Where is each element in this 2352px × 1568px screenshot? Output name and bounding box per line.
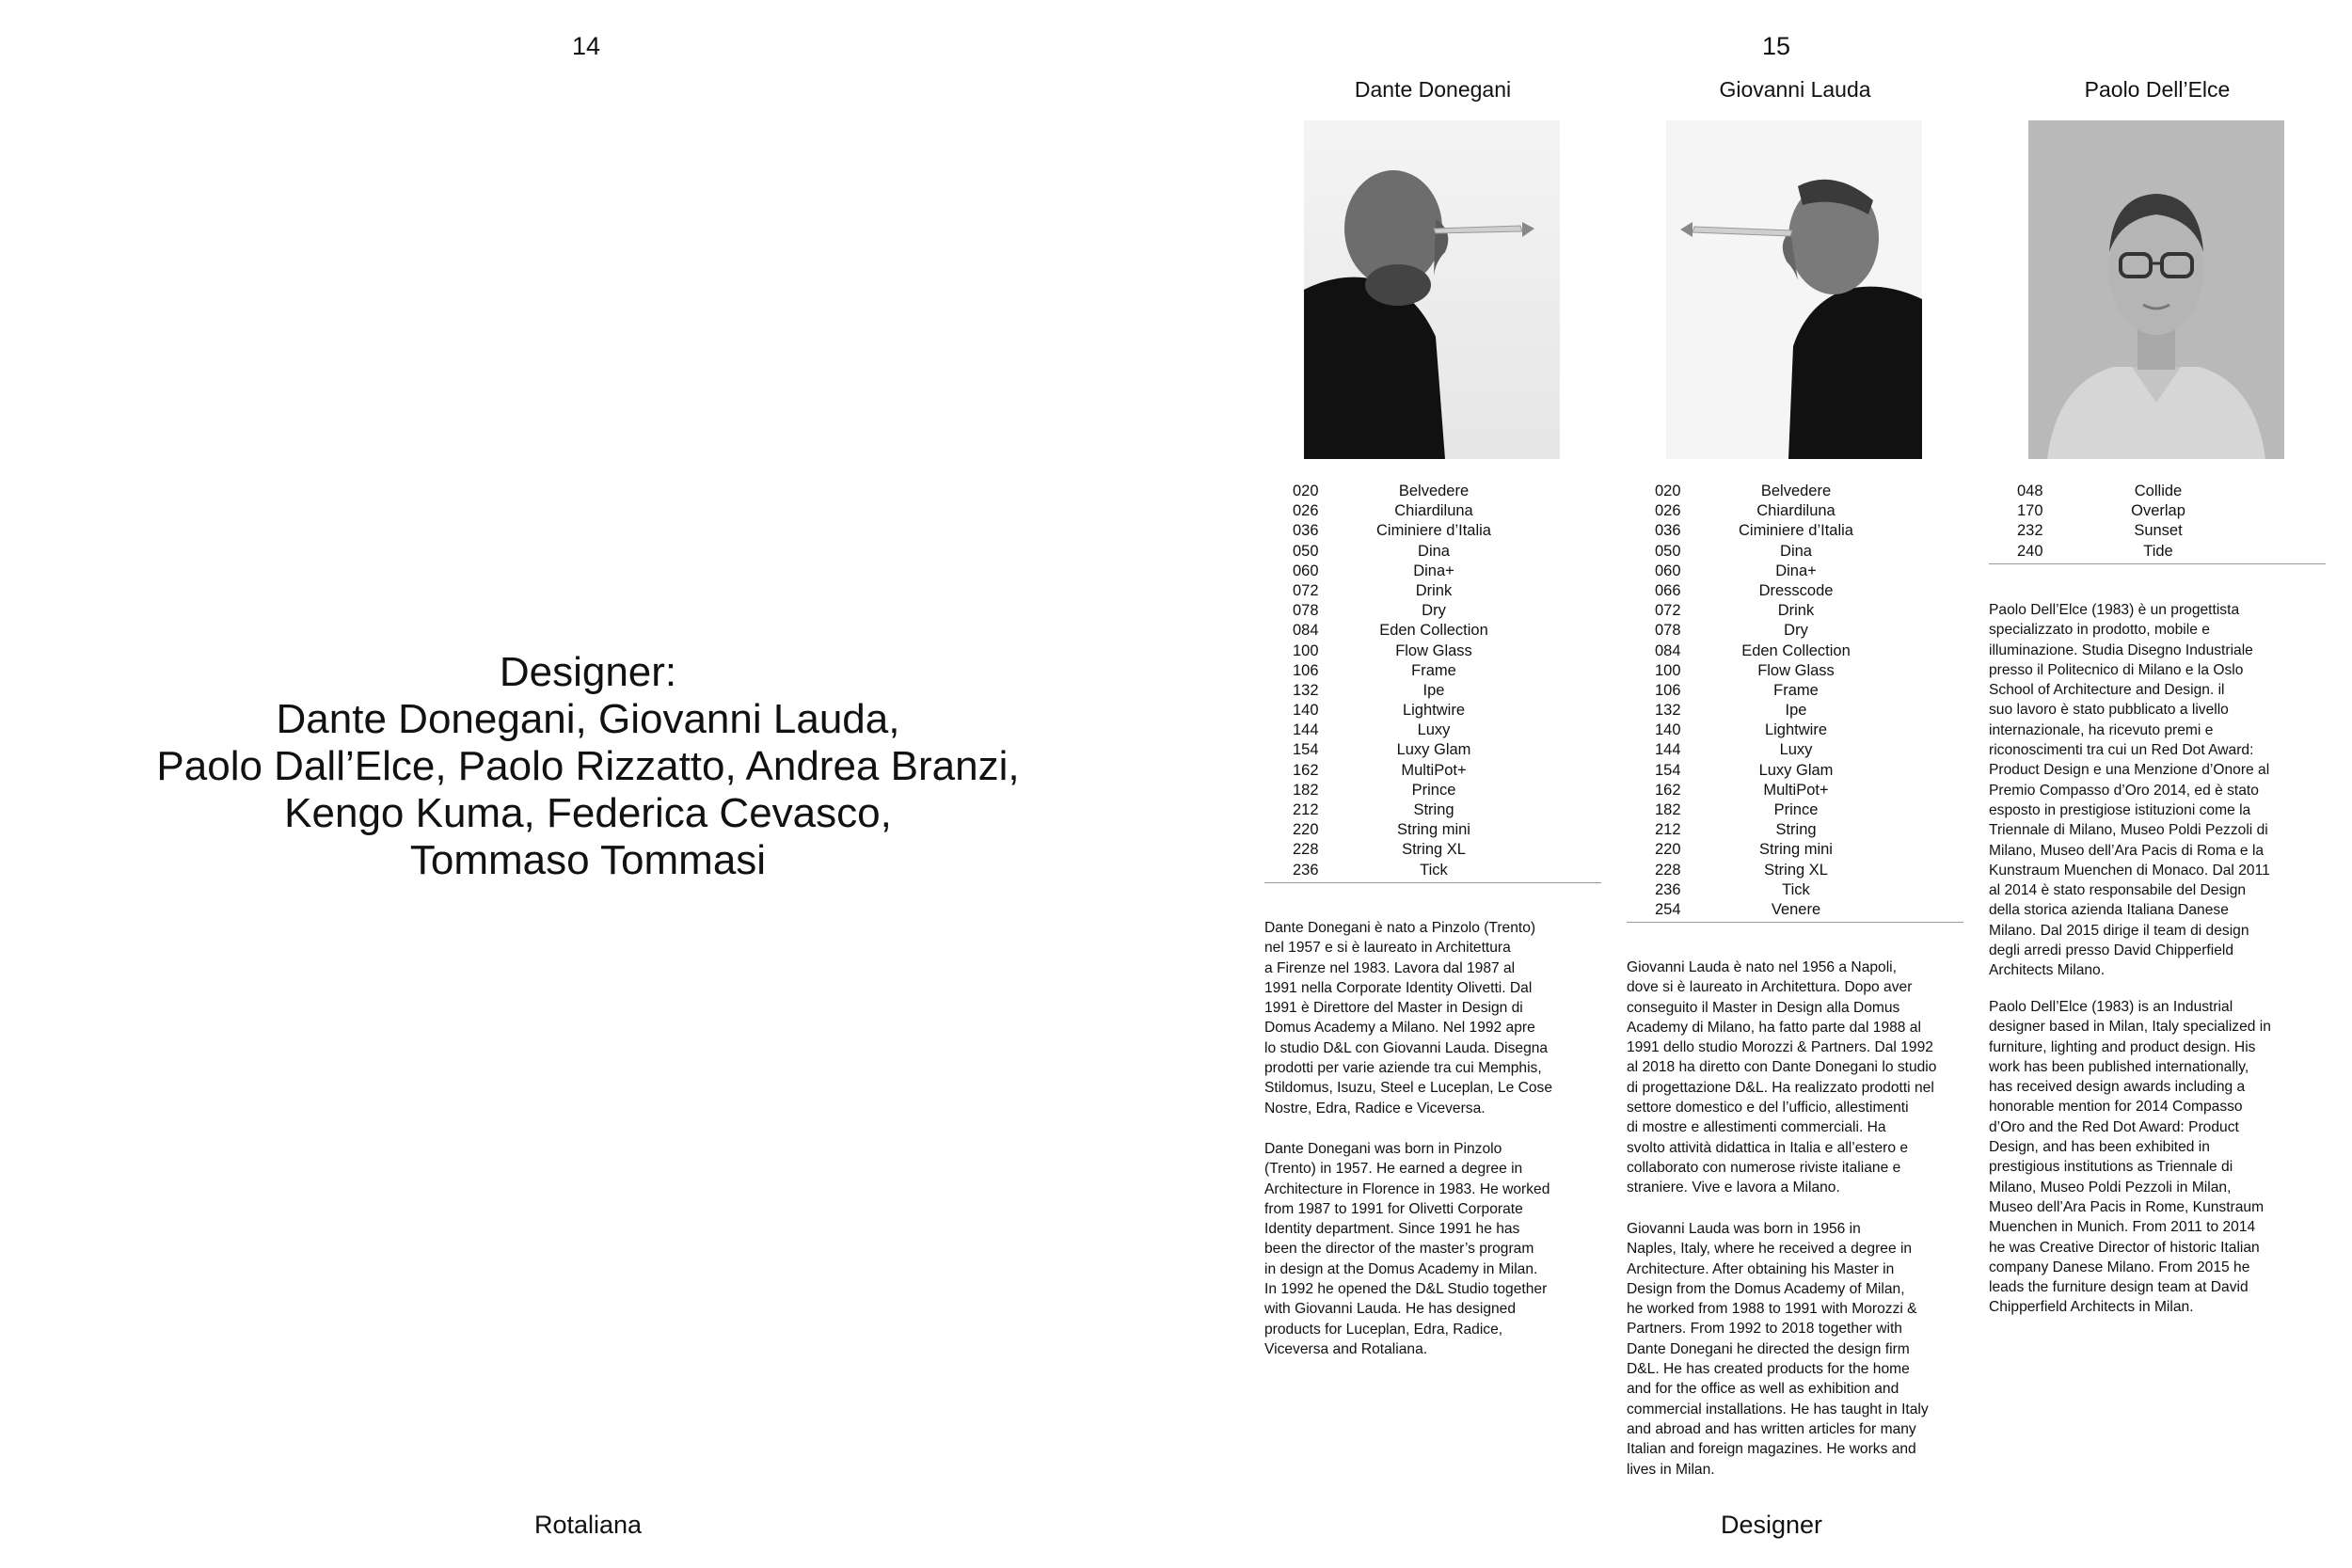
list-item: 228 String XL	[1655, 861, 1828, 879]
title-line: Tommaso Tommasi	[409, 837, 767, 883]
list-item: 144 Luxy	[1293, 721, 1451, 739]
list-item: 078 Dry	[1655, 622, 1808, 640]
bio-italian: Paolo Dell’Elce (1983) è un progettista specializzato in prodotto, mobile e illuminazione. Studia Disegno Industriale presso il Politecnico di Milano e la Oslo School of Architecture and Design. il suo lavoro è stato pubblicato a livello internazionale, ha ricevuto premi e riconoscimenti tra cui un Red Dot Award: Product Design e una Menzione d’Onore al Premio Compasso d’Oro 2014, ed è stato esposto in prestigiose istituzioni come la Triennale di Milano, Museo Poldi Pezzoli di Milano, Museo dell’Ara Pacis di Roma e la Kunstraum Muenchen di Monaco. Dal 2011 al 2014 è stato responsabile del Design della storica azienda Italiana Danese Milano. Dal 2015 dirige il team di design degli arredi presso David Chipperfield Architects Milano.	[1989, 602, 2270, 979]
bio-italian: Giovanni Lauda è nato nel 1956 a Napoli, dove si è laureato in Architettura. Dopo aver conseguito il Master in Design alla Domus Academy di Milano, ha fatto parte dal 1988 al 1991 dello studio Morozzi & Partners. Dal 1992 al 2018 ha diretto con Dante Donegani lo studio di progettazione D&L. Ha realizzato prodotti nel settore domestico e del l’ufficio, allestimenti di mostre e allestimenti commerciali. Ha svolto attività didattica in Italia e all’estero e collaborato con numerose riviste italiane e straniere. Vive e lavora a Milano.	[1627, 959, 1937, 1196]
list-item: 066 Dresscode	[1655, 581, 1834, 599]
list-item: 182 Prince	[1293, 781, 1456, 799]
list-item: 232 Sunset	[2017, 522, 2183, 540]
product-list	[1989, 482, 2326, 564]
list-item: 106 Frame	[1655, 681, 1819, 699]
list-item: 036 Ciminiere d’Italia	[1293, 522, 1491, 540]
portrait-photo-icon	[2028, 120, 2284, 459]
list-item: 132 Ipe	[1655, 702, 1807, 720]
designer-name: Dante Donegani	[1354, 77, 1512, 102]
list-item: 072 Drink	[1293, 581, 1453, 599]
list-item: 026 Chiardiluna	[1655, 502, 1836, 520]
list-item: 240 Tide	[2017, 542, 2173, 560]
list-item: 144 Luxy	[1655, 741, 1813, 759]
list-item: 026 Chiardiluna	[1293, 502, 1473, 520]
list-item: 212 String	[1655, 821, 1817, 839]
list-item: 050 Dina	[1655, 542, 1812, 560]
list-item: 132 Ipe	[1293, 681, 1445, 699]
list-item: 154 Luxy Glam	[1293, 741, 1471, 759]
list-item: 078 Dry	[1293, 602, 1446, 620]
list-item: 220 String mini	[1655, 841, 1833, 859]
list-item: 060 Dina+	[1293, 562, 1454, 579]
footer-left: Rotaliana	[533, 1511, 643, 1539]
list-item: 154 Luxy Glam	[1655, 761, 1834, 779]
list-item: 182 Prince	[1655, 801, 1819, 818]
list-item: 100 Flow Glass	[1293, 641, 1472, 659]
list-item: 072 Drink	[1655, 602, 1815, 620]
product-list	[1627, 482, 1963, 923]
bio-english: Paolo Dell’Elce (1983) is an Industrial designer based in Milan, Italy specialized in furniture, lighting and product design. His work has been published internationally, has received design awards including a honorable mention for 2014 Compasso d’Oro and the Red Dot Award: Product Design, and has been exhibited in prestigious institutions as Triennale di Milano, Museo Poldi Pezzoli in Milan, Museo dell’Ara Pacis in Rome, Kunstraum Muenchen in Munich. From 2011 to 2014 he was Creative Director of historic Italian company Danese Milano. From 2015 he leads the furniture design team at David Chipperfield Architects in Milan.	[1989, 999, 2271, 1316]
list-item: 254 Venere	[1655, 900, 1821, 918]
footer-right: Designer	[1720, 1511, 1823, 1539]
portrait-photo-icon	[1304, 120, 1560, 459]
list-item: 236 Tick	[1655, 880, 1810, 898]
page-number-left: 14	[571, 32, 601, 60]
title-line: Paolo Dall’Elce, Paolo Rizzatto, Andrea Branzi,	[156, 743, 1020, 789]
list-item: 162 MultiPot+	[1655, 781, 1829, 799]
list-item: 162 MultiPot+	[1293, 761, 1467, 779]
list-item: 050 Dina	[1293, 542, 1450, 560]
list-item: 048 Collide	[2017, 483, 2183, 499]
list-item: 140 Lightwire	[1655, 721, 1828, 739]
designer-name: Paolo Dell’Elce	[2084, 77, 2231, 102]
list-item: 228 String XL	[1293, 841, 1466, 859]
title-line: Kengo Kuma, Federica Cevasco,	[284, 790, 892, 836]
list-item: 236 Tick	[1293, 861, 1448, 879]
list-item: 020 Belvedere	[1293, 483, 1470, 499]
bio-english: Dante Donegani was born in Pinzolo (Trento) in 1957. He earned a degree in Architecture in Florence in 1983. He worked from 1987 to 1991 for Olivetti Corporate Identity department. Since 1991 he has been the director of the master’s program in design at the Domus Academy in Milan. In 1992 he opened the D&L Studio together with Giovanni Lauda. He has designed products for Luceplan, Edra, Radice, Viceversa and Rotaliana.	[1264, 1141, 1550, 1357]
list-item: 036 Ciminiere d’Italia	[1655, 522, 1853, 540]
title-line: Dante Donegani, Giovanni Lauda,	[276, 696, 900, 742]
list-item: 140 Lightwire	[1293, 702, 1466, 720]
page-title	[38, 649, 1138, 884]
title-line: Designer:	[499, 649, 677, 695]
list-item: 106 Frame	[1293, 661, 1456, 679]
list-item: 084 Eden Collection	[1293, 622, 1488, 640]
list-item: 100 Flow Glass	[1655, 661, 1835, 679]
list-item: 060 Dina+	[1655, 562, 1817, 579]
list-item: 020 Belvedere	[1655, 483, 1832, 499]
page-number-right: 15	[1761, 32, 1791, 60]
list-item: 170 Overlap	[2017, 502, 2185, 520]
list-item: 212 String	[1293, 801, 1454, 818]
product-list	[1264, 482, 1601, 883]
designer-name: Giovanni Lauda	[1719, 77, 1871, 102]
bio-english: Giovanni Lauda was born in 1956 in Naples, Italy, where he received a degree in Architecture. After obtaining his Master in Design from the Domus Academy of Milan, he worked from 1988 to 1991 with Morozzi & Partners. From 1992 to 2018 together with Dante Donegani he directed the design firm D&L. He has created products for the home and for the office as well as exhibition and commercial installations. He has taught in Italy and abroad and has written articles for many Italian and foreign magazines. He works and lives in Milan.	[1627, 1221, 1929, 1478]
list-item: 220 String mini	[1293, 821, 1470, 839]
bio-italian: Dante Donegani è nato a Pinzolo (Trento) nel 1957 e si è laureato in Architettura a Firenze nel 1983. Lavora dal 1987 al 1991 nella Corporate Identity Olivetti. Dal 1991 è Direttore del Master in Design di Domus Academy a Milano. Nel 1992 apre lo studio D&L con Giovanni Lauda. Disegna prodotti per varie aziende tra cui Memphis, Stildomus, Isuzu, Steel e Luceplan, Le Cose Nostre, Edra, Radice e Viceversa.	[1264, 920, 1552, 1117]
portrait-photo-icon	[1666, 120, 1922, 459]
list-item: 084 Eden Collection	[1655, 641, 1851, 659]
